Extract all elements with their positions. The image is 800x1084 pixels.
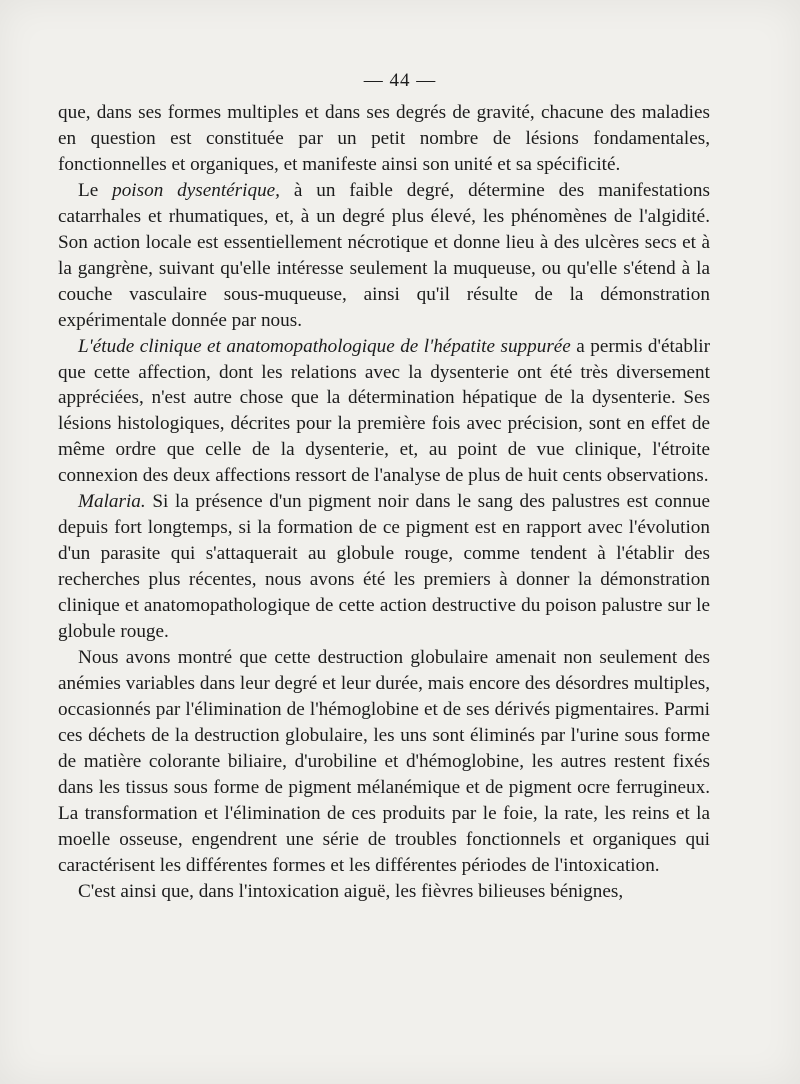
page-number: — 44 — (363, 70, 437, 91)
paragraph-2-lead: Le (78, 179, 113, 201)
paragraph-6 (58, 879, 710, 905)
paragraph-1 (58, 100, 710, 178)
paragraph-4 (58, 489, 710, 645)
body-text (58, 100, 710, 905)
paragraph-5 (58, 645, 710, 879)
paragraph-4-italic-heading: Malaria. (78, 491, 146, 513)
paragraph-2-text: à un faible degré, détermine des manifestations catarrhales et rhumatiques, et, à un degré plus élevé, les phénomènes de l'algidité. Son action locale est essentiellement nécrotique et donne lieu à des ulcères secs et à la gangrène, suivant qu'elle intéresse seulement la muqueuse, ou qu'elle s'étend à la couche vasculaire sous-muqueuse, ainsi qu'il résulte de la démonstration expérimentale donnée par nous. (58, 179, 710, 331)
paragraph-3-italic-heading: L'étude clinique et anatomopathologique de l'hépatite suppurée (78, 335, 571, 357)
paragraph-6-text: C'est ainsi que, dans l'intoxication aiguë, les fièvres bilieuses bénignes, (78, 880, 624, 902)
paragraph-3-text: a permis d'établir que cette affection, dont les relations avec la dysenterie ont été très diversement appréciées, n'est autre chose que la détermination hépatique de la dysenterie. Ses lésions histologiques, décrites pour la première fois avec précision, sont en effet de même ordre que celle de la dysenterie, et, au point de vue clinique, l'étroite connexion des deux affections ressort de l'analyse de plus de huit cents observations. (58, 335, 710, 487)
paragraph-5-text: Nous avons montré que cette destruction globulaire amenait non seulement des anémies variables dans leur degré et leur durée, mais encore des désordres multiples, occasionnés par l'élimination de l'hémoglobine et de ses dérivés pigmentaires. Parmi ces déchets de la destruction globulaire, les uns sont éliminés par l'urine sous forme de matière colorante biliaire, d'urobiline et d'hémoglobine, les autres restent fixés dans les tissus sous forme de pigment mélanémique et de pigment ocre ferrugineux. La transformation et l'élimination de ces produits par le foie, la rate, les reins et la moelle osseuse, engendrent une série de troubles fonctionnels et organiques qui caractérisent les différentes formes et les différentes périodes de l'intoxication. (58, 647, 710, 876)
paragraph-2-italic-term: poison dysentérique, (112, 179, 280, 201)
paragraph-4-text: Si la présence d'un pigment noir dans le sang des palustres est connue depuis fort longtemps, si la formation de ce pigment est en rapport avec l'évolution d'un parasite qui s'attaquerait au globule rouge, comme tendent à l'établir des recherches plus récentes, nous avons été les premiers à donner la démonstration clinique et anatomopathologique de cette action destructive du poison palustre sur le globule rouge. (58, 491, 710, 643)
paragraph-1-text: que, dans ses formes multiples et dans ses degrés de gravité, chacune des maladies en question est constituée par un petit nombre de lésions fondamentales, fonctionnelles et organiques, et manifeste ainsi son unité et sa spécificité. (58, 102, 710, 175)
paragraph-3 (58, 334, 710, 490)
paragraph-2 (58, 178, 710, 334)
